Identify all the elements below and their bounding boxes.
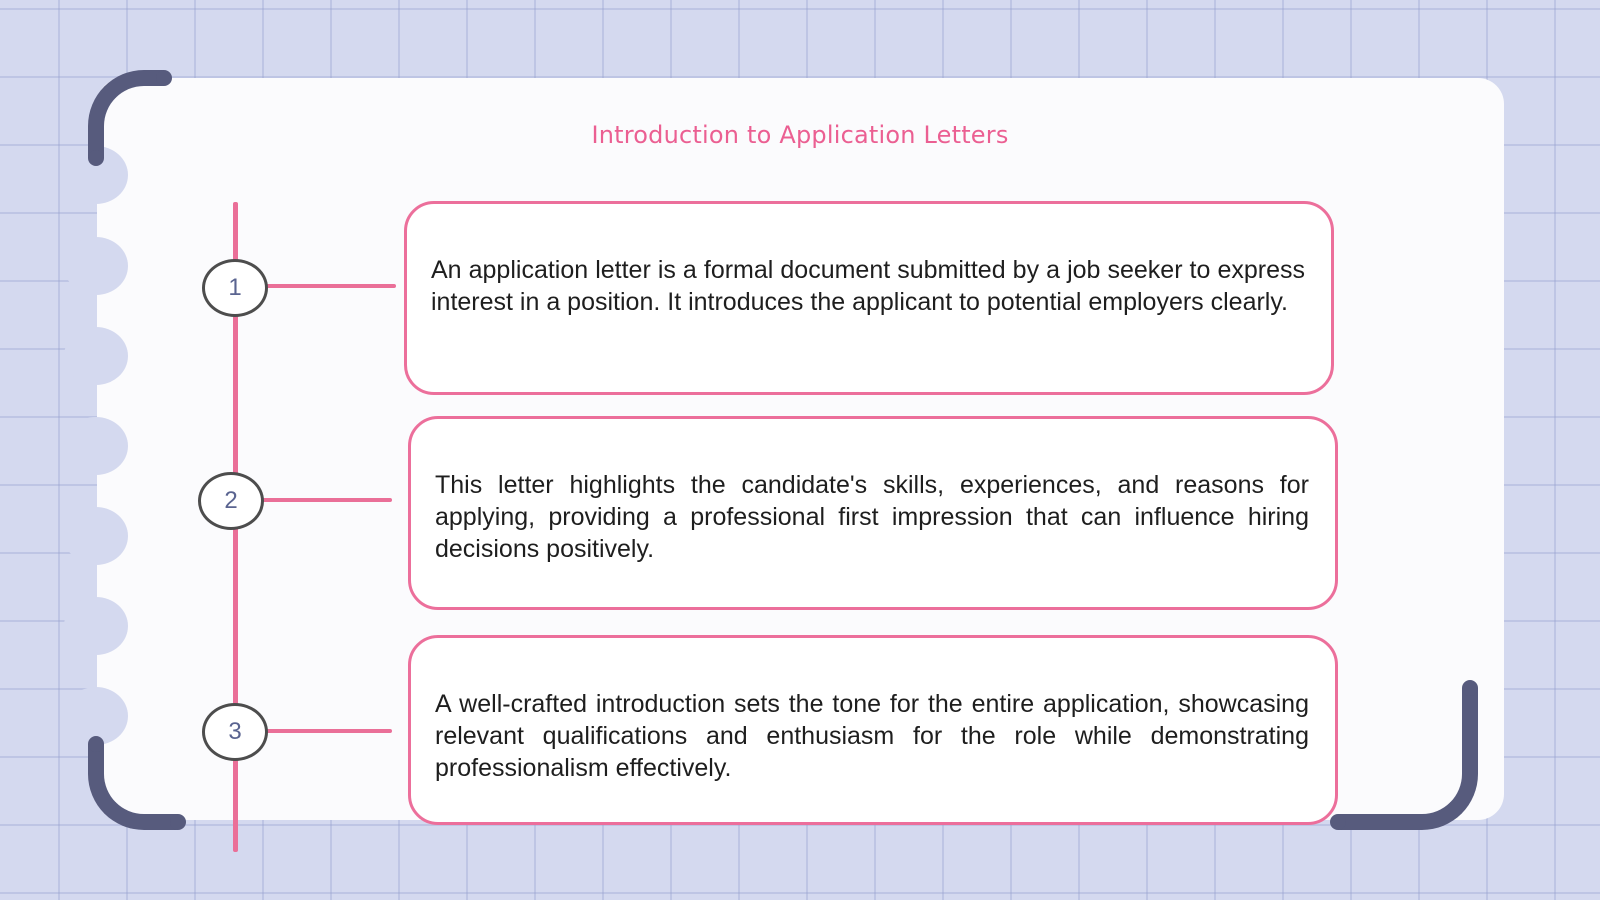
timeline-node-2: 2 [198,472,264,530]
timeline-item-box [404,201,1334,395]
corner-bracket-bottom-right [1338,688,1478,830]
timeline-node-3: 3 [202,703,268,761]
timeline-item-text: An application letter is a formal document submitted by a job seeker to express interest in a position. It introduces the applicant to potential employers clearly. [431,256,1305,316]
card-scallop [64,327,128,385]
timeline-item-text: A well-crafted introduction sets the tone for the entire application, showcasing relevant qualifications and enthusiasm for the role while demonstrating professionalism effectively. [435,690,1309,782]
timeline-connector [266,284,396,288]
timeline-node-1: 1 [202,259,268,317]
slide-title: Introduction to Application Letters [591,121,1009,149]
timeline-item-box [408,635,1338,825]
timeline-item-box [408,416,1338,610]
card-scallop [64,597,128,655]
card-scallop [64,237,128,295]
corner-bracket-bottom-left [88,744,178,830]
timeline-connector [266,729,392,733]
card-scallop [64,507,128,565]
card-scallop [64,417,128,475]
timeline-connector [262,498,392,502]
timeline-item-text: This letter highlights the candidate's skills, experiences, and reasons for applying, providing a professional first impression that can influence hiring decisions positively. [435,471,1309,563]
